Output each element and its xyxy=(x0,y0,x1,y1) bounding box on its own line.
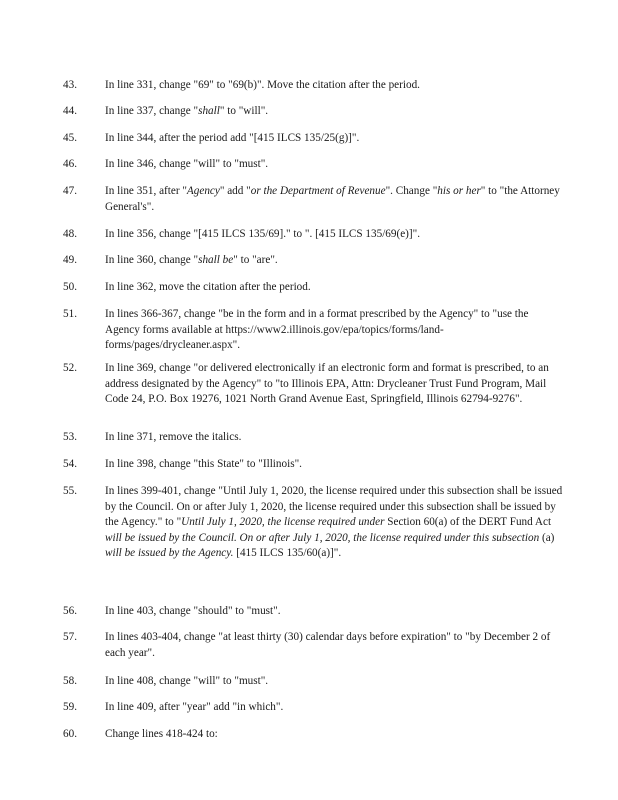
italic-text-run: his or her xyxy=(437,185,481,197)
italic-text-run: Agency xyxy=(186,185,220,197)
item-number: 51. xyxy=(63,308,77,320)
item-number: 52. xyxy=(63,362,77,374)
text-run: " to "the Attorney General's". xyxy=(105,185,560,213)
italic-text-run: Until July 1, 2020, the license required under xyxy=(181,516,385,528)
item-number: 46. xyxy=(63,158,77,170)
text-run: In line 344, after the period add "[415 ILCS 135/25(g)]". xyxy=(105,132,360,144)
item-number: 58. xyxy=(63,675,77,687)
item-text xyxy=(105,700,565,716)
item-text xyxy=(105,674,565,690)
text-run: In line 398, change "this State" to "Illinois". xyxy=(105,458,302,470)
item-text xyxy=(105,104,565,120)
item-number: 53. xyxy=(63,431,77,443)
text-run: In line 403, change "should" to "must". xyxy=(105,605,281,617)
item-text xyxy=(105,361,565,408)
item-text xyxy=(105,184,565,215)
text-run: In line 369, change "or delivered electronically if an electronic form and format is prescribed, to an address designated by the Agency" to "to Illinois EPA, Attn: Drycleaner Trust Fund Program, Mail Code 24, P.O. Box 19276, 1021 North Grand Avenue East, Springfield, Illinois 62794-9276". xyxy=(105,362,549,405)
item-text xyxy=(105,307,565,354)
item-text xyxy=(105,280,565,296)
item-number: 44. xyxy=(63,105,77,117)
item-text xyxy=(105,604,565,620)
item-number: 48. xyxy=(63,228,77,240)
text-run: In line 331, change "69" to "69(b)". Move the citation after the period. xyxy=(105,79,420,91)
text-run: In lines 366-367, change "be in the form and in a format prescribed by the Agency" to "use the Agency forms available at https://www2.illinois.gov/epa/topics/forms/land-forms/pages/drycleaner.aspx". xyxy=(105,308,529,351)
item-number: 45. xyxy=(63,132,77,144)
text-run: In line 351, after " xyxy=(105,185,187,197)
item-number: 50. xyxy=(63,281,77,293)
text-run: Change lines 418-424 to: xyxy=(105,728,218,740)
text-run: In line 337, change " xyxy=(105,105,199,117)
item-number: 47. xyxy=(63,185,77,197)
item-text xyxy=(105,157,565,173)
text-run: In line 346, change "will" to "must". xyxy=(105,158,269,170)
item-text xyxy=(105,227,565,243)
text-run: (a) xyxy=(539,531,555,544)
item-text xyxy=(105,727,565,743)
item-text xyxy=(105,78,565,94)
item-text xyxy=(105,131,565,147)
item-text xyxy=(105,457,565,473)
italic-text-run: shall be xyxy=(198,254,234,266)
text-run: Section 60(a) of the DERT Fund Act xyxy=(384,516,552,528)
text-run: In line 408, change "will" to "must". xyxy=(105,675,269,687)
text-run: " add " xyxy=(219,185,251,197)
text-run: In line 360, change " xyxy=(105,254,199,266)
item-number: 59. xyxy=(63,701,77,713)
item-number: 60. xyxy=(63,728,77,740)
item-text xyxy=(105,630,565,661)
text-run: In line 409, after "year" add "in which". xyxy=(105,701,284,713)
text-run: " to "are". xyxy=(233,254,278,266)
item-number: 54. xyxy=(63,458,77,470)
italic-text-run: or the Department of Revenue xyxy=(250,185,386,197)
text-run: In line 371, remove the italics. xyxy=(105,431,242,443)
text-run: [415 ILCS 135/60(a)]". xyxy=(233,547,342,559)
item-number: 57. xyxy=(63,631,77,643)
text-run: In lines 403-404, change "at least thirty (30) calendar days before expiration" to "by December 2 of each year". xyxy=(105,631,551,659)
italic-text-run: shall xyxy=(198,105,220,117)
item-number: 43. xyxy=(63,79,77,91)
text-run: In line 362, move the citation after the period. xyxy=(105,281,311,293)
item-number: 49. xyxy=(63,254,77,266)
text-run: ". Change " xyxy=(385,185,438,197)
italic-text-run: will be issued by the Council. On or after July 1, 2020, the license required under this subsection xyxy=(105,531,540,544)
text-run: In lines 399-401, change "Until July 1, 2020, the license required under this subsection shall be issued by the Council. On or after July 1, 2020, the license required under this subsection shall be issued by the Agency." to " xyxy=(105,485,563,528)
item-number: 56. xyxy=(63,605,77,617)
item-text xyxy=(105,430,565,446)
item-text xyxy=(105,484,565,562)
item-text xyxy=(105,253,565,269)
item-number: 55. xyxy=(63,485,77,497)
text-run: In line 356, change "[415 ILCS 135/69]." to ". [415 ILCS 135/69(e)]". xyxy=(105,228,420,240)
italic-text-run: will be issued by the Agency. xyxy=(105,547,234,559)
text-run: " to "will". xyxy=(219,105,269,117)
